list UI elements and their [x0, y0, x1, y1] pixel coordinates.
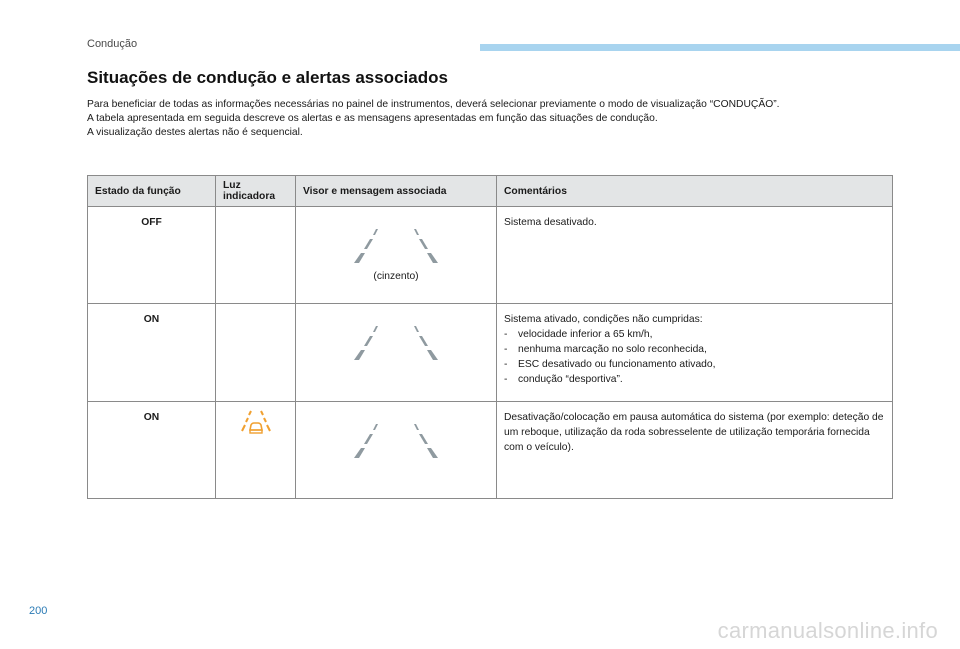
state-cell: OFF [88, 207, 216, 304]
lane-markings-icon [348, 229, 444, 263]
comment-cell [497, 304, 893, 402]
comment-text: Desativação/colocação em pausa automática do sistema (por exemplo: deteção de um reboque, utilização da roda sobresselente de utilização temporária fornecida com o veículo). [504, 412, 884, 453]
lane-markings-icon [348, 326, 444, 360]
header-accent-bar [480, 44, 960, 51]
light-cell [216, 304, 296, 402]
list-item: - condução “desportiva”. [504, 374, 623, 385]
comment-list [504, 327, 885, 387]
intro-paragraph: A visualização destes alertas não é sequencial. [87, 127, 303, 138]
page-number: 200 [29, 605, 48, 617]
visor-cell [296, 304, 497, 402]
header-light: Luz indicadora [216, 176, 296, 207]
table-row [88, 207, 893, 304]
lane-keeping-warning-icon [241, 410, 271, 436]
list-item: - velocidade inferior a 65 km/h, [504, 329, 653, 340]
visor-cell [296, 402, 497, 499]
alerts-table [87, 175, 893, 499]
visor-caption: (cinzento) [373, 271, 419, 282]
state-cell: ON [88, 402, 216, 499]
intro-paragraph: Para beneficiar de todas as informações necessárias no painel de instrumentos, deverá selecionar previamente o modo de visualização “CONDUÇÃO”. [87, 99, 780, 110]
table-row [88, 304, 893, 402]
table-header-row [88, 176, 893, 207]
section-label: Condução [87, 38, 138, 50]
comment-text: Sistema ativado, condições não cumpridas: [504, 314, 703, 325]
state-cell: ON [88, 304, 216, 402]
page-title: Situações de condução e alertas associados [87, 68, 448, 87]
list-item: - nenhuma marcação no solo reconhecida, [504, 344, 707, 355]
lane-markings-icon [348, 424, 444, 458]
header-visor: Visor e mensagem associada [296, 176, 497, 207]
comment-text: Sistema desativado. [504, 217, 597, 228]
light-cell [216, 207, 296, 304]
intro-paragraph: A tabela apresentada em seguida descreve os alertas e as mensagens apresentadas em função das situações de condução. [87, 113, 658, 124]
comment-cell [497, 207, 893, 304]
header-state: Estado da função [88, 176, 216, 207]
light-cell [216, 402, 296, 499]
watermark: carmanualsonline.info [717, 618, 938, 643]
visor-cell [296, 207, 497, 304]
list-item: - ESC desativado ou funcionamento ativado, [504, 359, 716, 370]
header-comments: Comentários [497, 176, 893, 207]
intro-text [87, 98, 887, 140]
table-row [88, 402, 893, 499]
comment-cell [497, 402, 893, 499]
